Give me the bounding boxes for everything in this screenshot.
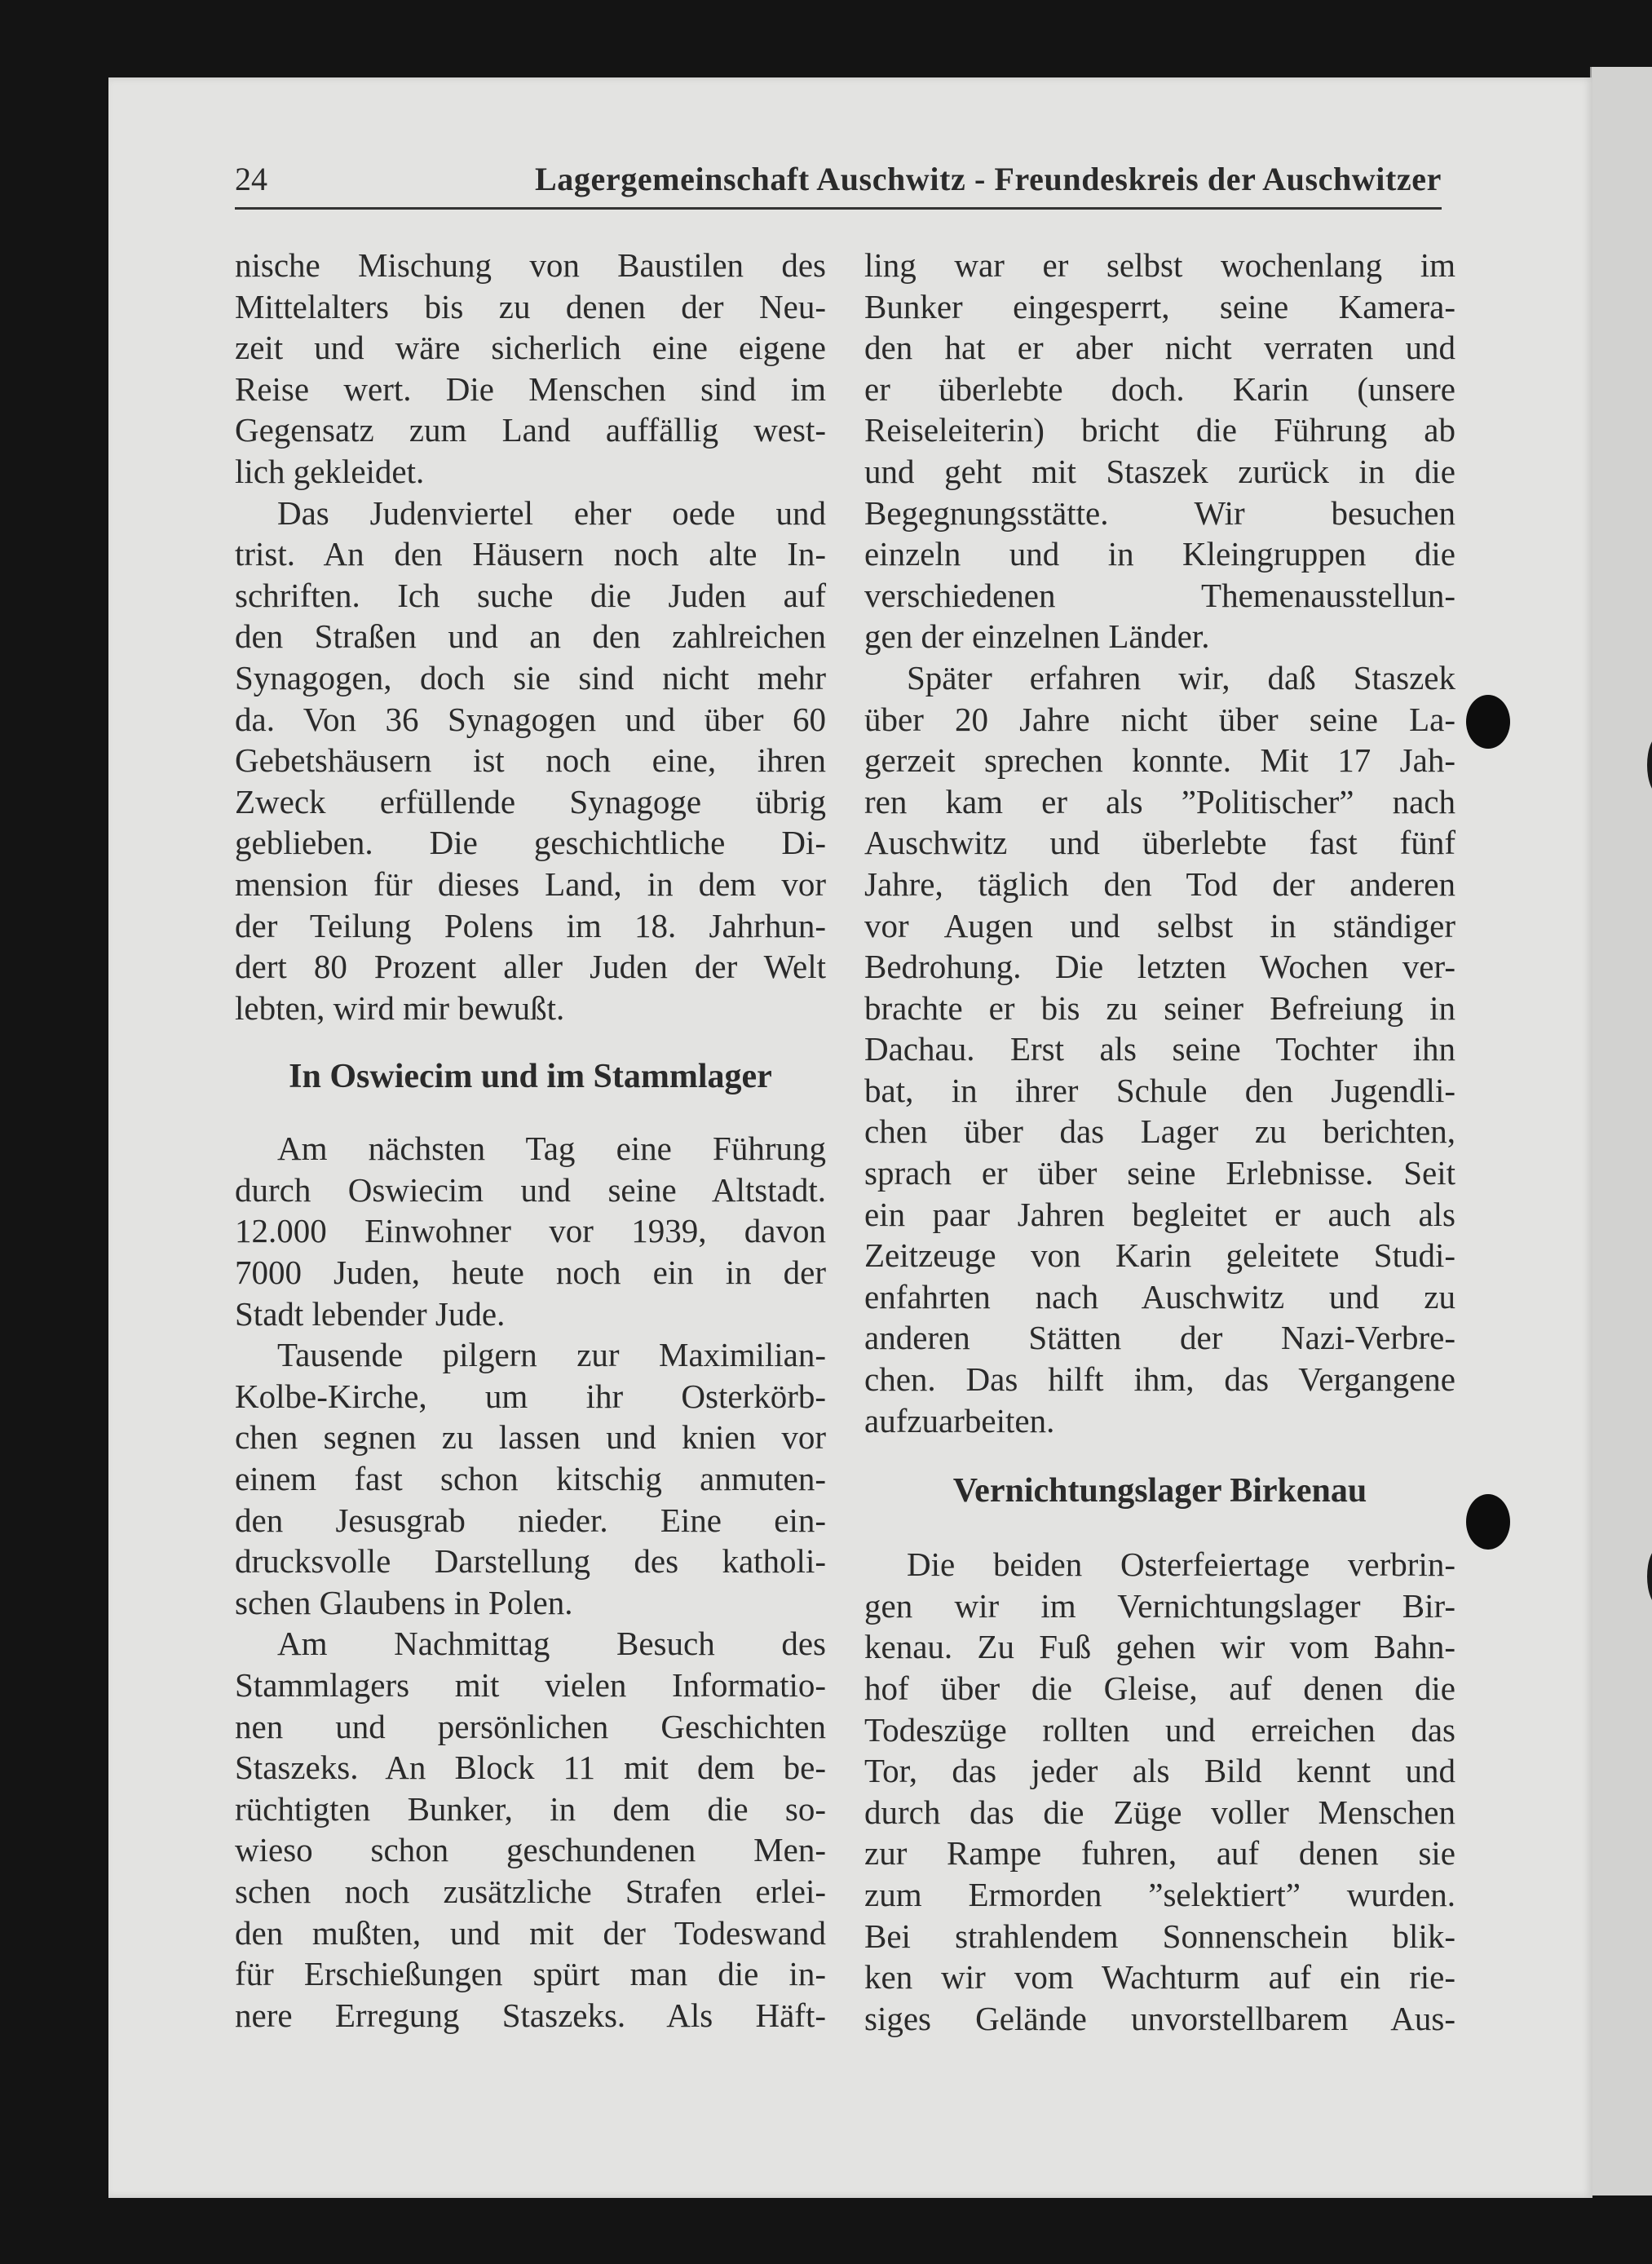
text-line: ein paar Jahren begleitet er auch als <box>864 1195 1455 1233</box>
text-line: Die beiden Osterfeiertage verbrin- <box>907 1545 1455 1584</box>
text-line: einzeln und in Kleingruppen die <box>864 535 1455 573</box>
text-line: Am nächsten Tag eine Führung <box>277 1130 826 1168</box>
text-line: 12.000 Einwohner vor 1939, davon <box>235 1212 826 1250</box>
text-line: für Erschießungen spürt man die in- <box>235 1955 826 1993</box>
text-line: Mittelalters bis zu denen der Neu- <box>235 287 826 325</box>
text-line: ken wir vom Wachturm auf ein rie- <box>864 1958 1455 1996</box>
text-line: Synagogen, doch sie sind nicht mehr <box>235 658 826 696</box>
text-line: dert 80 Prozent aller Juden der Welt <box>235 948 826 986</box>
left-column <box>235 245 826 2036</box>
text-line: ling war er selbst wochenlang im <box>864 246 1455 284</box>
text-line: nische Mischung von Baustilen des <box>235 246 826 284</box>
text-line: Zweck erfüllende Synagoge übrig <box>235 782 826 820</box>
running-title: Lagergemeinschaft Auschwitz - Freundeskreis der Auschwitzer <box>535 161 1442 197</box>
text-line: zeit und wäre sicherlich eine eigene <box>235 329 826 367</box>
text-line: chen segnen zu lassen und knien vor <box>235 1418 826 1457</box>
section-heading: In Oswiecim und im Stammlager <box>289 1058 772 1096</box>
next-page-edge <box>1590 67 1652 2195</box>
text-line: mension für dieses Land, in dem vor <box>235 864 826 903</box>
punch-hole <box>1466 1494 1510 1550</box>
text-line: 7000 Juden, heute noch ein in der <box>235 1254 826 1292</box>
punch-hole <box>1466 695 1510 749</box>
text-line: Begegnungsstätte. Wir besuchen <box>864 493 1455 532</box>
text-line: lich gekleidet. <box>235 452 425 490</box>
text-line: schen noch zusätzliche Strafen erlei- <box>235 1872 826 1910</box>
text-line: Das Judenviertel eher oede und <box>277 493 826 532</box>
text-line: Tor, das jeder als Bild kennt und <box>864 1752 1455 1790</box>
text-line: chen. Das hilft ihm, das Vergangene <box>864 1360 1455 1399</box>
text-line: schriften. Ich suche die Juden auf <box>235 576 826 614</box>
text-line: Gegensatz zum Land auffällig west- <box>235 411 826 449</box>
text-line: den Straßen und an den zahlreichen <box>235 617 826 656</box>
text-line: Todeszüge rollten und erreichen das <box>864 1710 1455 1749</box>
text-line: lebten, wird mir bewußt. <box>235 988 565 1027</box>
text-line: Bunker eingesperrt, seine Kamera- <box>864 287 1455 325</box>
text-line: ren kam er als ”Politischer” nach <box>864 782 1455 820</box>
text-line: Tausende pilgern zur Maximilian- <box>277 1336 826 1374</box>
text-line: Reiseleiterin) bricht die Führung ab <box>864 411 1455 449</box>
text-line: chen über das Lager zu berichten, <box>864 1112 1455 1151</box>
text-line: bat, in ihrer Schule den Jugendli- <box>864 1071 1455 1109</box>
text-line: zur Rampe fuhren, auf denen sie <box>864 1834 1455 1873</box>
text-line: Jahre, täglich den Tod der anderen <box>864 864 1455 903</box>
text-line: enfahrten nach Auschwitz und zu <box>864 1277 1455 1316</box>
text-line: den hat er aber nicht verraten und <box>864 329 1455 367</box>
text-line: und geht mit Staszek zurück in die <box>864 452 1455 490</box>
text-line: durch das die Züge voller Menschen <box>864 1793 1455 1831</box>
running-header <box>235 153 1442 210</box>
text-line: anderen Stätten der Nazi-Verbre- <box>864 1319 1455 1357</box>
text-line: zum Ermorden ”selektiert” wurden. <box>864 1875 1455 1913</box>
page-number: 24 <box>235 161 267 197</box>
next-page-punch-hole <box>1647 1547 1652 1606</box>
text-line: hof über die Gleise, auf denen die <box>864 1669 1455 1707</box>
text-line: den Jesusgrab nieder. Eine ein- <box>235 1501 826 1539</box>
text-line: schen Glaubens in Polen. <box>235 1583 573 1621</box>
text-line: Bedrohung. Die letzten Wochen ver- <box>864 948 1455 986</box>
text-line: Auschwitz und überlebte fast fünf <box>864 824 1455 862</box>
text-line: Dachau. Erst als seine Tochter ihn <box>864 1030 1455 1068</box>
text-line: vor Augen und selbst in ständiger <box>864 906 1455 944</box>
text-line: rüchtigten Bunker, in dem die so- <box>235 1789 826 1828</box>
text-line: gen wir im Vernichtungslager Bir- <box>864 1586 1455 1625</box>
text-line: Stammlagers mit vielen Informatio- <box>235 1666 826 1704</box>
text-line: Später erfahren wir, daß Staszek <box>907 658 1455 696</box>
text-line: wieso schon geschundenen Men- <box>235 1831 826 1869</box>
text-line: über 20 Jahre nicht über seine La- <box>864 700 1455 738</box>
next-page-punch-hole <box>1647 736 1652 794</box>
text-line: gerzeit sprechen konnte. Mit 17 Jah- <box>864 741 1455 780</box>
text-line: nen und persönlichen Geschichten <box>235 1707 826 1745</box>
text-line: Zeitzeuge von Karin geleitete Studi- <box>864 1236 1455 1275</box>
text-line: kenau. Zu Fuß gehen wir vom Bahn- <box>864 1628 1455 1666</box>
text-line: Bei strahlendem Sonnenschein blik- <box>864 1917 1455 1955</box>
text-line: den mußten, und mit der Todeswand <box>235 1913 826 1952</box>
text-line: der Teilung Polens im 18. Jahrhun- <box>235 906 826 944</box>
text-line: Kolbe-Kirche, um ihr Osterkörb- <box>235 1377 826 1415</box>
text-line: durch Oswiecim und seine Altstadt. <box>235 1170 826 1209</box>
text-line: gen der einzelnen Länder. <box>864 617 1210 656</box>
text-line: verschiedenen Themenausstellun- <box>864 576 1455 614</box>
text-line: Reise wert. Die Menschen sind im <box>235 369 826 408</box>
text-line: Am Nachmittag Besuch des <box>277 1625 826 1663</box>
text-line: da. Von 36 Synagogen und über 60 <box>235 700 826 738</box>
text-line: Gebetshäusern ist noch eine, ihren <box>235 741 826 780</box>
text-line: einem fast schon kitschig anmuten- <box>235 1460 826 1498</box>
text-line: aufzuarbeiten. <box>864 1401 1055 1439</box>
right-column <box>864 245 1455 2039</box>
text-line: geblieben. Die geschichtliche Di- <box>235 824 826 862</box>
text-line: Staszeks. An Block 11 mit dem be- <box>235 1749 826 1787</box>
text-line: siges Gelände unvorstellbarem Aus- <box>864 1999 1455 2037</box>
text-line: Stadt lebender Jude. <box>235 1294 506 1333</box>
text-line: trist. An den Häusern noch alte In- <box>235 535 826 573</box>
text-line: nere Erregung Staszeks. Als Häft- <box>235 1996 826 2034</box>
section-heading: Vernichtungslager Birkenau <box>952 1472 1367 1510</box>
text-line: sprach er über seine Erlebnisse. Seit <box>864 1154 1455 1192</box>
text-line: drucksvolle Darstellung des katholi- <box>235 1542 826 1581</box>
text-line: brachte er bis zu seiner Befreiung in <box>864 988 1455 1027</box>
text-line: er überlebte doch. Karin (unsere <box>864 369 1455 408</box>
